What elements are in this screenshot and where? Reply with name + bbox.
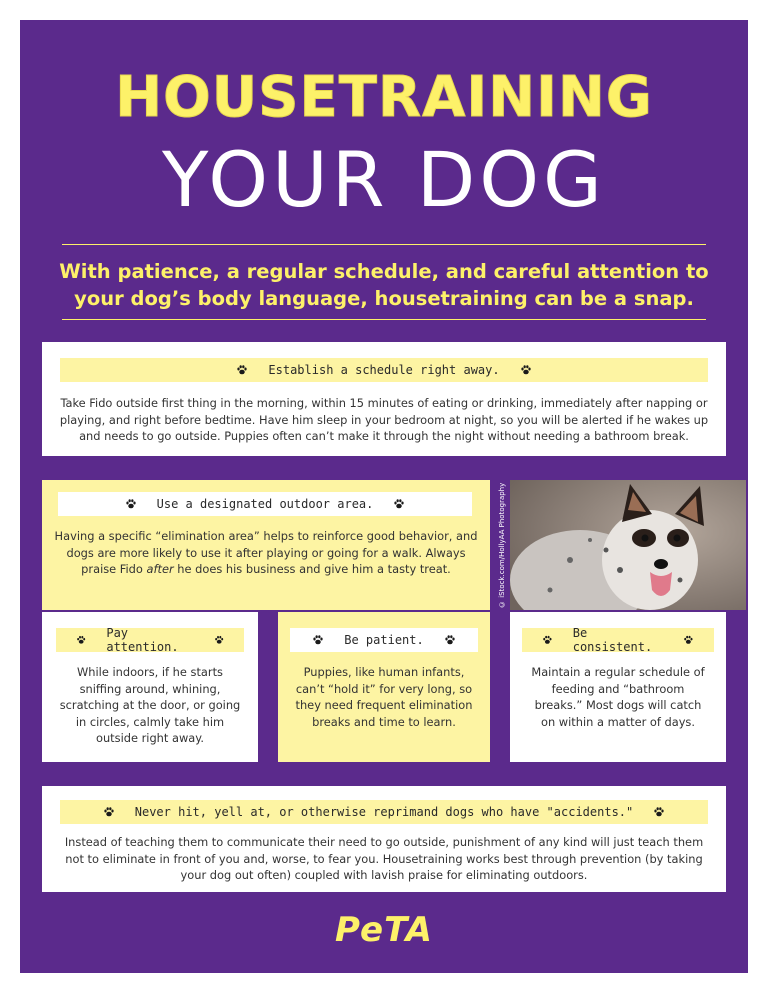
photo-credit: © iStock.com/HollyAA Photography [498,482,506,608]
tip-heading: Use a designated outdoor area. [156,497,374,511]
paw-print-icon [444,634,456,646]
tip-body: Take Fido outside first thing in the morning, within 15 minutes of eating or drinking, immediately after napping or playing, and right before bedtime. Have him sleep in your bedroom at night, so you will be alerted if he wakes up and needs to go outside. Puppies often can’t make it through the night without needing a bathroom break. [59,396,709,443]
tip-body-part: he does his business and give him a tasty treat. [173,562,451,576]
poster [20,20,748,973]
tip-body: Instead of teaching them to communicate their need to go outside, punishment of any kind will just teach them not to eliminate in front of you and, worse, to fear you. Housetraining works best through prevention (by taking your dog out often) coupled with lavish praise for eliminating outdoors. [64,835,704,882]
tip-body-emphasis: after [146,562,174,576]
tip-heading: Be consistent. [572,626,653,654]
tip-heading: Never hit, yell at, or otherwise reprimand dogs who have "accidents." [134,805,634,819]
paw-print-icon [542,634,553,646]
tip-card-be-consistent [510,612,726,762]
divider-bottom [62,319,706,320]
tip-card-be-patient [278,612,490,762]
divider-top [62,244,706,245]
paw-print-icon [236,364,248,376]
tip-body [54,528,478,578]
paw-print-icon [683,634,694,646]
paw-print-icon [76,634,86,646]
tip-card-schedule [42,342,726,456]
tip-heading: Be patient. [344,633,424,647]
tip-heading-bar [522,628,714,652]
paw-print-icon [103,806,115,818]
tip-card-never-punish [42,786,726,892]
paw-print-icon [393,498,405,510]
tip-card-pay-attention [42,612,258,762]
paw-print-icon [125,498,137,510]
tip-body-part: Having a specific “elimination area” helps to reinforce good behavior, and dogs are more likely to use it after playing or going for a walk. Always praise Fido [54,529,478,576]
tip-heading-bar [60,358,708,382]
tip-body: Maintain a regular schedule of feeding and “bathroom breaks.” Most dogs will catch on within a matter of days. [531,665,705,729]
paw-print-icon [520,364,532,376]
title-housetraining: HOUSETRAINING [115,65,653,130]
tip-heading-bar [60,800,708,824]
puppy-illustration [510,480,746,610]
peta-logo: PeTA [335,910,433,950]
paw-print-icon [312,634,324,646]
tip-body: While indoors, if he starts sniffing around, whining, scratching at the door, or going in circles, calmly take him outside right away. [59,665,241,745]
title-your-dog: YOUR DOG [162,135,606,224]
paw-print-icon [214,634,224,646]
tip-heading: Establish a schedule right away. [268,363,500,377]
tip-heading: Pay attention. [106,626,179,654]
tip-heading-bar [58,492,472,516]
paw-print-icon [653,806,665,818]
intro-text: With patience, a regular schedule, and careful attention to your dog’s body language, housetraining can be a snap. [59,260,709,310]
tip-heading-bar [56,628,244,652]
tip-heading-bar [290,628,478,652]
dog-photo [510,480,746,610]
tip-body: Puppies, like human infants, can’t “hold it” for very long, so they need frequent elimination breaks and time to learn. [295,665,473,729]
tip-card-outdoor-area [42,480,490,610]
